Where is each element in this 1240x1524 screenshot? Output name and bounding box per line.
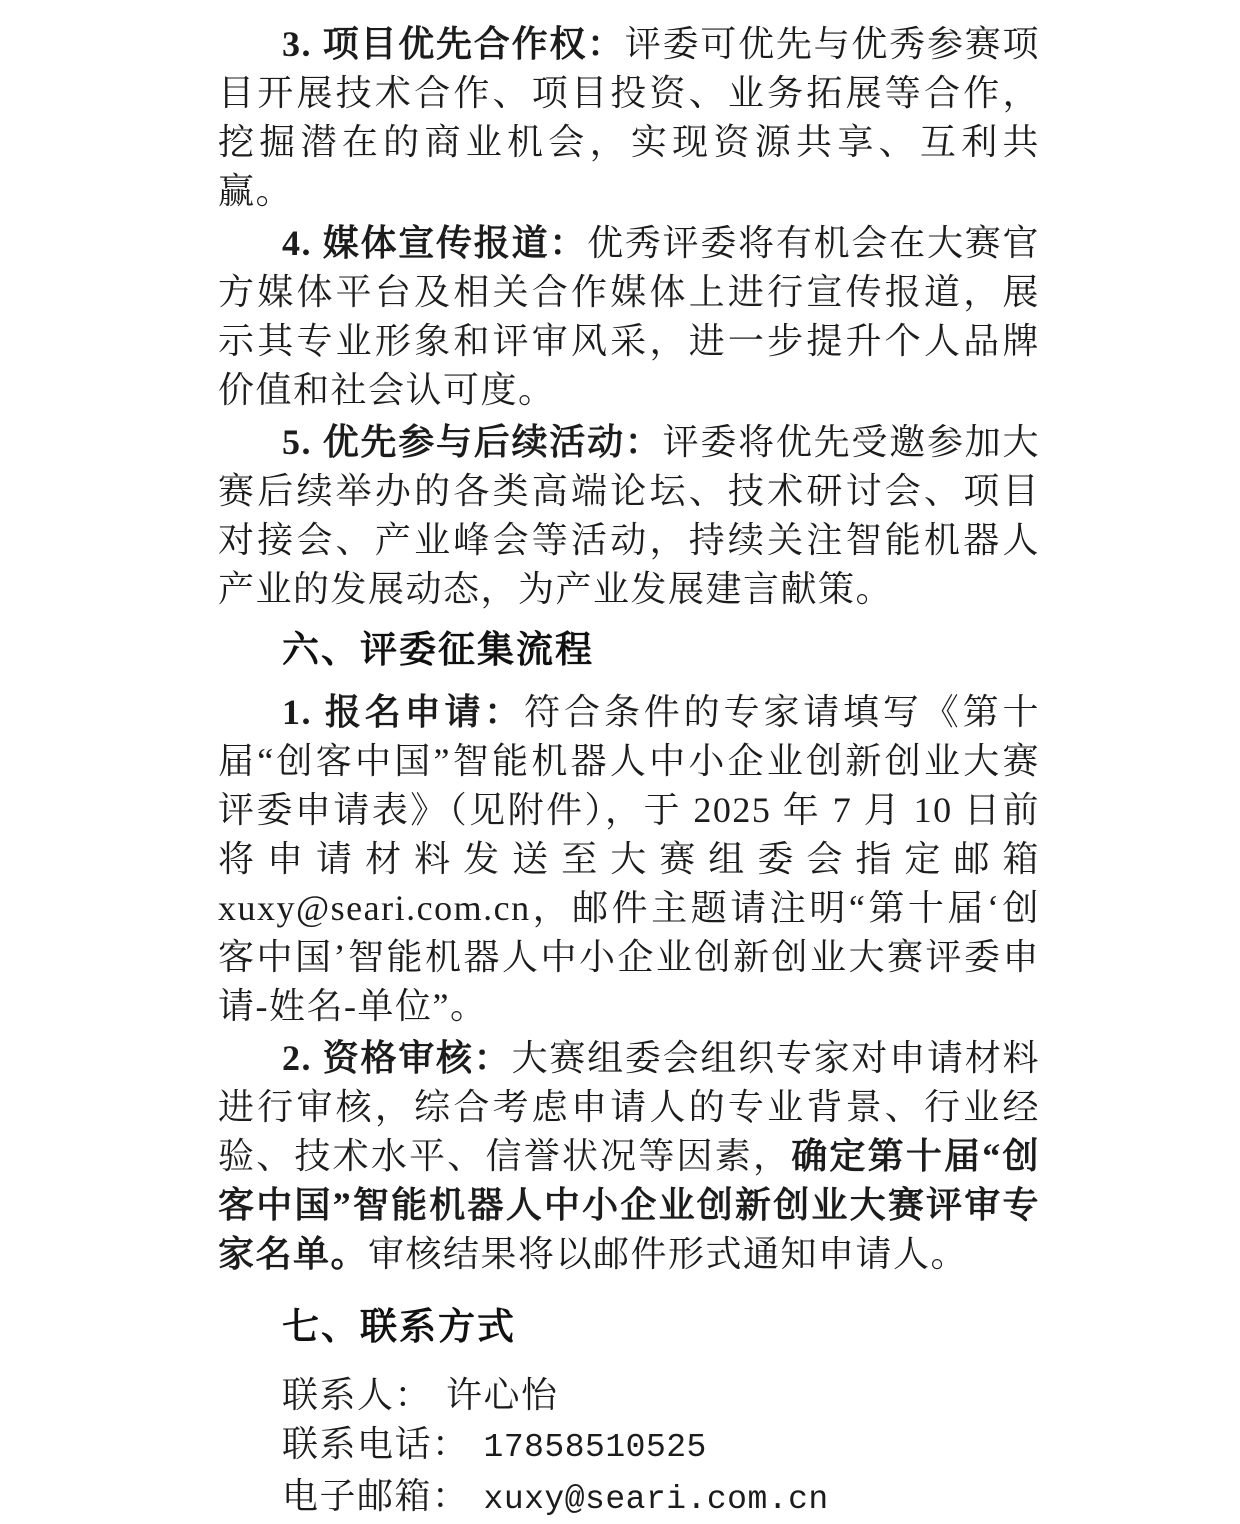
benefit-item-3-label: 3. 项目优先合作权： bbox=[282, 24, 625, 64]
benefit-item-5-label: 5. 优先参与后续活动： bbox=[282, 422, 663, 462]
benefit-item-3 bbox=[218, 20, 1040, 216]
contact-phone-label: 联系电话： bbox=[282, 1424, 470, 1464]
contact-phone-number: 17858510525 bbox=[483, 1429, 707, 1466]
benefit-item-4-text: 优秀评委将有机会在大赛官方媒体平台及相关合作媒体上进行宣传报道，展示其专业形象和评审风采，进一步提升个人品牌价值和社会认可度。 bbox=[218, 223, 1040, 410]
process-item-application-label: 1. 报名申请： bbox=[282, 692, 525, 732]
contact-person-line bbox=[282, 1371, 1040, 1420]
benefit-item-5 bbox=[218, 418, 1040, 614]
section-heading-judge-recruitment-process: 六、评委征集流程 bbox=[282, 629, 594, 670]
process-item-qualification-review bbox=[218, 1034, 1040, 1279]
contact-email-address: xuxy@seari.com.cn bbox=[483, 1481, 829, 1518]
contact-person-label: 联系人： bbox=[282, 1375, 433, 1415]
section-heading-contact-info: 七、联系方式 bbox=[282, 1306, 516, 1347]
process-item-application bbox=[218, 688, 1040, 1031]
contact-email-line bbox=[282, 1472, 1040, 1524]
process-item-qualification-review-text-2: 审核结果将以邮件形式通知申请人。 bbox=[368, 1234, 969, 1274]
process-item-qualification-review-text-1: 大赛组委会组织专家对申请材料进行审核，综合考虑申请人的专业背景、行业经验、技术水平、信誉状况等因素， bbox=[218, 1038, 1040, 1176]
contact-person-name: 许心怡 bbox=[446, 1375, 559, 1415]
contact-phone-line bbox=[282, 1420, 1040, 1472]
benefit-item-4 bbox=[218, 219, 1040, 415]
process-item-qualification-review-emphasis: 确定第十届“创客中国”智能机器人中小企业创新创业大赛评审专家名单。 bbox=[218, 1136, 1040, 1274]
contact-email-label: 电子邮箱： bbox=[282, 1476, 470, 1516]
benefit-item-4-label: 4. 媒体宣传报道： bbox=[282, 223, 588, 263]
process-item-application-text: 符合条件的专家请填写《第十届“创客中国”智能机器人中小企业创新创业大赛评委申请表》（见附件），于 2025 年 7 月 10 日前将申请材料发送至大赛组委会指定邮箱 xuxy@seari.com.cn，邮件主题请注明“第十届‘创客中国’智能机器人中小企业创新创业大赛评委申请-姓名-单位”。 bbox=[218, 692, 1040, 1026]
process-item-qualification-review-label: 2. 资格审核： bbox=[282, 1038, 512, 1078]
contact-block bbox=[282, 1371, 1040, 1524]
benefit-item-5-text: 评委将优先受邀参加大赛后续举办的各类高端论坛、技术研讨会、项目对接会、产业峰会等活动，持续关注智能机器人产业的发展动态，为产业发展建言献策。 bbox=[218, 422, 1040, 609]
benefit-item-3-text: 评委可优先与优秀参赛项目开展技术合作、项目投资、业务拓展等合作，挖掘潜在的商业机会，实现资源共享、互利共赢。 bbox=[218, 24, 1040, 211]
